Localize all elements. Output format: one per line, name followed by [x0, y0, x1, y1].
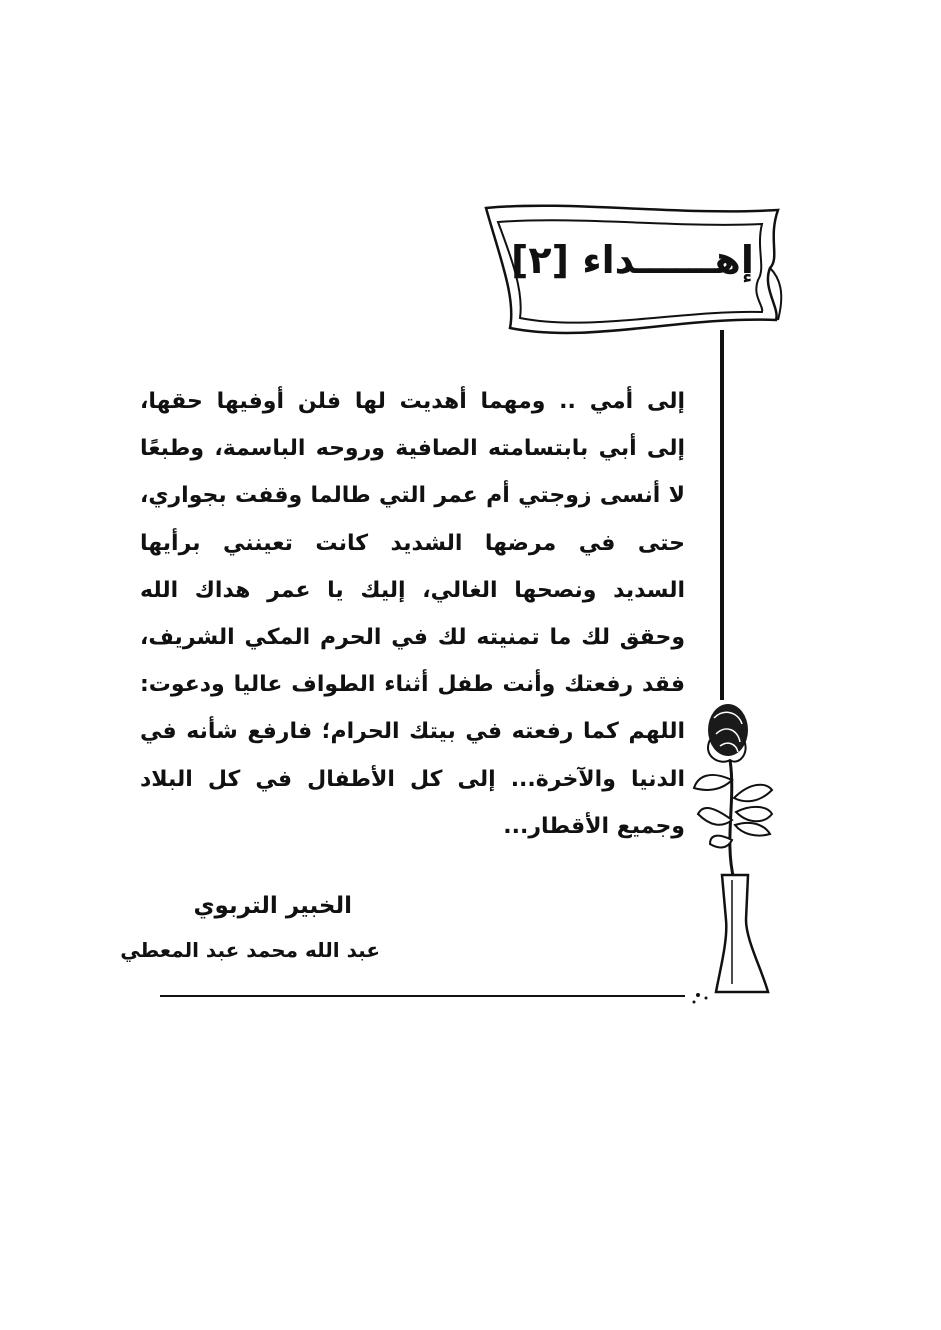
text-line: إلى أمي .. ومهما أهديت لها فلن أوفيها حقها، [140, 389, 685, 414]
author-name: عبد الله محمد عبد المعطي [120, 938, 380, 962]
banner-title: إهــــــداء [٢] [511, 238, 754, 282]
text-line: حتى في مرضها الشديد كانت تعينني برأيها [140, 530, 685, 556]
bottom-rule [160, 993, 690, 999]
text-line: وحقق لك ما تمنيته لك في الحرم المكي الشريف، [140, 624, 685, 650]
text-line: الدنيا والآخرة... إلى كل الأطفال في كل البلاد [140, 766, 685, 792]
text-line: لا أنسى زوجتي أم عمر التي طالما وقفت بجواري، [140, 483, 685, 509]
text-line: وجميع الأقطار... [503, 813, 685, 839]
rose-icon [708, 704, 748, 762]
text-line: فقد رفعتك وأنت طفل أثناء الطواف عاليا ودعوت: [140, 672, 685, 698]
author-title: الخبير التربوي [193, 893, 352, 919]
dedication-text [140, 378, 685, 850]
text-line: إلى أبي بابتسامته الصافية وروحه الباسمة، وطبعًا [140, 436, 685, 462]
text-line: السديد ونصحها الغالي، إليك يا عمر هداك الله [140, 577, 685, 603]
text-line: اللهم كما رفعته في بيتك الحرام؛ فارفع شأنه في [140, 719, 685, 745]
rose-vase-illustration [680, 320, 790, 1040]
